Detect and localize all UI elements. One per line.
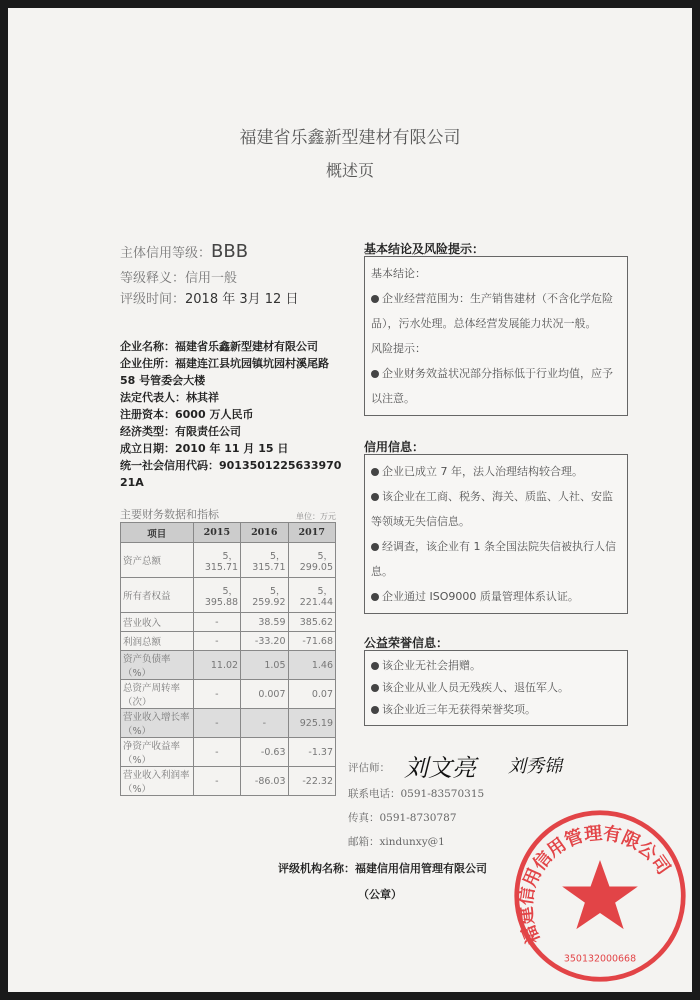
item-text: 该企业无社会捐赠。 — [382, 659, 481, 672]
column-header: 2015 — [193, 523, 240, 543]
economic-type: 经济类型：有限责任公司 — [120, 425, 241, 438]
list-item — [371, 584, 621, 609]
registered-capital: 注册资本：6000 万人民币 — [120, 408, 254, 421]
company-address-cont: 58 号管委会大楼 — [120, 374, 206, 387]
table-row — [121, 709, 336, 738]
row-label: 营业收入利润率（%） — [121, 767, 194, 796]
row-label: 净资产收益率（%） — [121, 738, 194, 767]
financials-table — [120, 522, 336, 796]
cell-value: -0.63 — [241, 738, 288, 767]
cell-value: - — [193, 632, 240, 651]
bullet-icon — [371, 684, 379, 692]
agency-name: 评级机构名称：福建信用信用管理有限公司 — [278, 862, 487, 875]
list-item — [371, 677, 621, 699]
financials-title: 主要财务数据和指标 — [120, 508, 219, 521]
basic-label: 基本结论： — [371, 267, 426, 280]
table-row — [121, 767, 336, 796]
honor-box — [364, 650, 628, 726]
item-text: 企业通过 ISO9000 质量管理体系认证。 — [382, 590, 579, 603]
cell-value: 385.62 — [288, 613, 335, 632]
row-label: 资产总额 — [121, 543, 194, 578]
item-text: 该企业在工商、税务、海关、质监、人社、安监等领域无失信信息。 — [371, 490, 613, 528]
credit-box — [364, 454, 628, 614]
table-row — [121, 680, 336, 709]
cell-value: - — [193, 738, 240, 767]
grade-meaning: 等级释义：信用一般 — [120, 271, 238, 286]
signature-1: 刘文亮 — [404, 754, 476, 782]
cell-value: -22.32 — [288, 767, 335, 796]
conclusion-heading: 基本结论及风险提示： — [364, 242, 485, 256]
cell-value: -33.20 — [241, 632, 288, 651]
risk-label: 风险提示： — [371, 342, 426, 355]
document-page — [8, 8, 692, 992]
table-row — [121, 543, 336, 578]
cell-value: 11.02 — [193, 651, 240, 680]
row-label: 利润总额 — [121, 632, 194, 651]
cell-value: - — [193, 767, 240, 796]
bullet-icon — [371, 593, 379, 601]
table-row — [121, 632, 336, 651]
item-text: 该企业从业人员无残疾人、退伍军人。 — [382, 681, 569, 694]
company-info — [120, 338, 356, 491]
table-row — [121, 738, 336, 767]
credit-grade: 主体信用等级：BBB — [120, 241, 249, 262]
company-address: 企业住所：福建连江县坑园镇坑园村溪尾路 — [120, 357, 329, 370]
list-item — [371, 699, 621, 721]
bullet-icon — [371, 468, 379, 476]
page-subtitle: 概述页 — [325, 161, 374, 180]
item-text: 经调查，该企业有 1 条全国法院失信被执行人信息。 — [371, 540, 616, 578]
table-row — [121, 613, 336, 632]
bullet-icon — [371, 295, 379, 303]
email: 邮箱：xindunxy@1 — [348, 836, 445, 848]
established-date: 成立日期：2010 年 11 月 15 日 — [120, 442, 289, 455]
cell-value: 5，315.71 — [193, 543, 240, 578]
cell-value: 1.46 — [288, 651, 335, 680]
honor-heading: 公益荣誉信息： — [364, 636, 449, 650]
cell-value: 5，395.88 — [193, 578, 240, 613]
column-header: 项目 — [121, 523, 194, 543]
analyst-label: 评估师： — [348, 762, 390, 774]
financials-unit: 单位：万元 — [296, 512, 336, 521]
cell-value: -86.03 — [241, 767, 288, 796]
bullet-icon — [371, 493, 379, 501]
cell-value: 5，315.71 — [241, 543, 288, 578]
cell-value: -71.68 — [288, 632, 335, 651]
cell-value: -1.37 — [288, 738, 335, 767]
bullet-icon — [371, 706, 379, 714]
cell-value: 925.19 — [288, 709, 335, 738]
cell-value: - — [241, 709, 288, 738]
list-item — [371, 484, 621, 534]
fax: 传真：0591-8730787 — [348, 812, 457, 824]
seal-note: （公章） — [358, 888, 402, 901]
cell-value: 38.59 — [241, 613, 288, 632]
phone: 联系电话：0591-83570315 — [348, 788, 485, 800]
svg-text:350132000668: 350132000668 — [563, 953, 637, 965]
cell-value: - — [193, 709, 240, 738]
list-item — [371, 534, 621, 584]
item-text: 该企业近三年无获得荣誉奖项。 — [382, 703, 536, 716]
cell-value: 5，259.92 — [241, 578, 288, 613]
row-label: 所有者权益 — [121, 578, 194, 613]
bullet-icon — [371, 370, 379, 378]
cell-value: - — [193, 680, 240, 709]
credit-heading: 信用信息： — [364, 440, 425, 454]
risk-text: 企业财务效益状况部分指标低于行业均值，应予以注意。 — [371, 367, 613, 405]
company-name: 企业名称：福建省乐鑫新型建材有限公司 — [120, 340, 318, 353]
column-header: 2016 — [241, 523, 288, 543]
table-row — [121, 578, 336, 613]
row-label: 营业收入 — [121, 613, 194, 632]
legal-rep: 法定代表人：林其祥 — [120, 391, 219, 404]
row-label: 资产负债率（%） — [121, 651, 194, 680]
cell-value: - — [193, 613, 240, 632]
row-label: 营业收入增长率（%） — [121, 709, 194, 738]
cell-value: 0.007 — [241, 680, 288, 709]
list-item — [371, 655, 621, 677]
company-title: 福建省乐鑫新型建材有限公司 — [239, 128, 461, 148]
bullet-icon — [371, 662, 379, 670]
bullet-icon — [371, 543, 379, 551]
cell-value: 0.07 — [288, 680, 335, 709]
cell-value: 1.05 — [241, 651, 288, 680]
basic-conclusion: 企业经营范围为：生产销售建材（不含化学危险品），污水处理。总体经营发展能力状况一般。 — [371, 292, 613, 330]
table-row — [121, 651, 336, 680]
svg-text:福建信用信用管理有限公司: 福建信用信用管理有限公司 — [515, 822, 675, 947]
rating-date: 评级时间：2018 年 3月 12 日 — [120, 292, 299, 307]
row-label: 总资产周转率（次） — [121, 680, 194, 709]
cell-value: 5，221.44 — [288, 578, 335, 613]
list-item — [371, 459, 621, 484]
financials-section — [120, 506, 336, 796]
company-seal — [512, 808, 688, 984]
conclusion-box — [364, 256, 628, 416]
column-header: 2017 — [288, 523, 335, 543]
cell-value: 5，299.05 — [288, 543, 335, 578]
credit-code: 统一社会信用代码：9013501225633970 21A — [120, 459, 342, 489]
item-text: 企业已成立 7 年，法人治理结构较合理。 — [382, 465, 583, 478]
signature-2: 刘秀锦 — [508, 756, 562, 777]
